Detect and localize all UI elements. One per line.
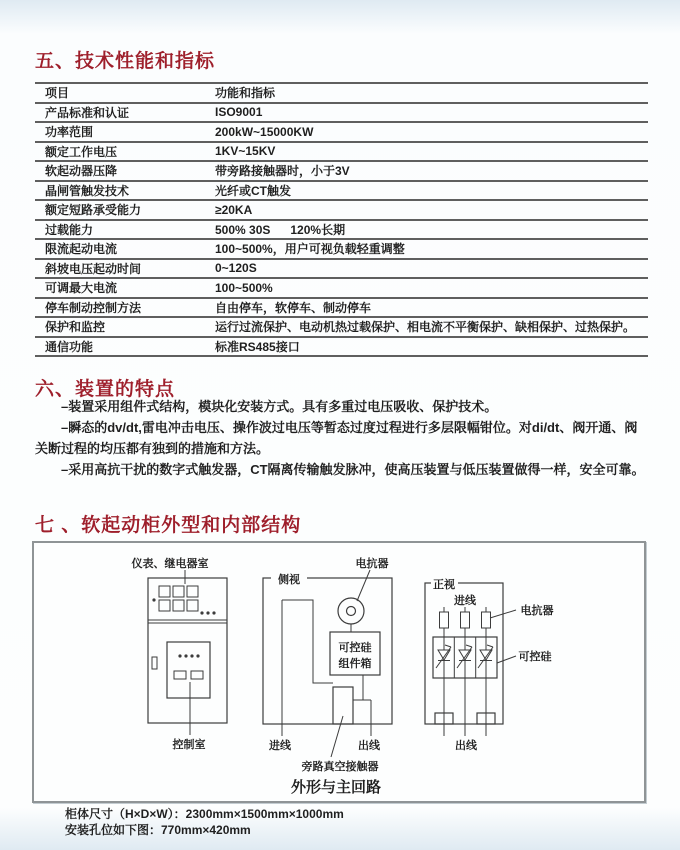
spec-row <box>35 279 648 299</box>
spec-label: 功率范围 <box>45 125 94 140</box>
spec-row <box>35 318 648 338</box>
front-view-drawing <box>425 577 554 752</box>
panel-button <box>174 671 186 679</box>
control-room-label: 控制室 <box>172 739 206 751</box>
indicator-dot <box>196 654 199 657</box>
cabinet-front-drawing <box>131 556 228 751</box>
phase-branch <box>436 607 451 736</box>
mounting-hole-note: 安装孔位如下图：770mm×420mm <box>65 823 251 837</box>
meter-window <box>187 586 198 597</box>
meter-window <box>173 600 184 611</box>
spec-row <box>35 123 648 143</box>
spec-row <box>35 143 648 163</box>
meter-window <box>173 586 184 597</box>
spec-label: 项目 <box>45 86 70 101</box>
diagram-caption: 外形与主回路 <box>290 779 382 796</box>
spec-label: 额定工作电压 <box>45 144 118 159</box>
spec-value: 1KV~15KV <box>215 144 276 159</box>
section-5-title: 五、技术性能和指标 <box>35 51 216 72</box>
phase-branch <box>457 607 472 736</box>
section-7-title: 七 、软起动柜外型和内部结构 <box>35 515 302 536</box>
spec-label: 软起动器压降 <box>45 164 118 179</box>
feature-paragraph: –装置采用组件式结构，模块化安装方式。具有多重过电压吸收、保护技术。 <box>61 399 498 414</box>
feature-paragraph: –瞬态的dv/dt,雷电冲击电压、操作波过电压等暂态过度过程进行多层限幅钳位。对di/dt、阀开通、阀关断过程的均压都有独到的措施和方法。 <box>35 420 638 456</box>
spec-row <box>35 240 648 260</box>
front-view-label: 正视 <box>433 579 455 591</box>
spec-header-row <box>35 84 648 104</box>
spec-value: 200kW~15000KW <box>215 124 314 139</box>
spec-value: 0~120S <box>215 261 257 276</box>
structure-diagram <box>34 543 644 801</box>
spec-value: 100~500% <box>215 280 273 295</box>
indicator-dot <box>200 611 203 614</box>
spec-value: 500% 30S 120%长期 <box>215 222 346 237</box>
inlet-side-label: 进线 <box>269 740 291 752</box>
spec-table <box>35 82 648 357</box>
meter-window <box>159 586 170 597</box>
spec-label: 斜坡电压起动时间 <box>45 261 142 276</box>
spec-label: 限流起动电流 <box>45 242 118 257</box>
spec-value: 光纤或CT触发 <box>215 183 291 198</box>
meter-window <box>159 600 170 611</box>
reactor-symbol <box>461 612 470 628</box>
reactor-symbol <box>440 612 449 628</box>
panel-button <box>191 671 203 679</box>
reactor-symbol <box>482 612 491 628</box>
side-view-drawing <box>263 556 392 773</box>
reactor-circle <box>338 598 364 624</box>
feature-list <box>35 396 649 480</box>
indicator-dot <box>152 598 155 601</box>
spec-row <box>35 260 648 280</box>
spec-value: 带旁路接触器时，小于3V <box>215 164 350 179</box>
scr-label: 可控硅 <box>518 651 552 663</box>
reactor-side-label: 电抗器 <box>355 558 389 570</box>
spec-row <box>35 221 648 241</box>
meter-window <box>187 600 198 611</box>
spec-value: 自由停车，软停车、制动停车 <box>215 300 372 315</box>
indicator-dot <box>190 654 193 657</box>
door-handle <box>152 657 157 669</box>
spec-value: 标准RS485接口 <box>215 339 300 354</box>
inlet-front-label: 进线 <box>454 595 476 607</box>
spec-value: ≥20KA <box>215 202 253 217</box>
spec-row <box>35 338 648 358</box>
indicator-dot <box>184 654 187 657</box>
bypass-contactor-label: 旁路真空接触器 <box>301 761 379 773</box>
diagram-box <box>32 541 646 803</box>
reactor-circle-core <box>347 607 356 616</box>
instrument-relay-room-label: 仪表、继电器室 <box>131 558 209 570</box>
spec-row <box>35 182 648 202</box>
spec-row <box>35 201 648 221</box>
phase-branch <box>478 607 493 736</box>
spec-label: 保护和监控 <box>45 320 106 335</box>
indicator-dot <box>212 611 215 614</box>
spec-value: 功能和指标 <box>215 86 276 101</box>
outlet-front-label: 出线 <box>455 740 477 752</box>
spec-row <box>35 162 648 182</box>
indicator-dot <box>206 611 209 614</box>
control-panel <box>167 642 210 698</box>
outlet-side-label: 出线 <box>358 740 380 752</box>
feature-paragraph: –采用高抗干扰的数字式触发器，CT隔离传输触发脉冲，使高压装置与低压装置做得一样，安全可靠。 <box>61 462 645 477</box>
section-6-title: 六、装置的特点 <box>35 379 176 400</box>
reactor-front-label: 电抗器 <box>520 605 554 617</box>
spec-label: 可调最大电流 <box>45 281 118 296</box>
side-view-label: 侧视 <box>278 574 300 586</box>
spec-label: 产品标准和认证 <box>45 105 130 120</box>
spec-label: 通信功能 <box>45 339 94 354</box>
spec-value: 100~500%，用户可视负载轻重调整 <box>215 242 405 257</box>
scr-module-label-line1: 可控硅 <box>338 642 372 654</box>
spec-label: 额定短路承受能力 <box>45 203 142 218</box>
spec-label: 晶闸管触发技术 <box>45 183 130 198</box>
spec-value: 运行过流保护、电动机热过载保护、相电流不平衡保护、缺相保护、过热保护。 <box>215 320 636 335</box>
spec-value: ISO9001 <box>215 105 263 120</box>
spec-row <box>35 104 648 124</box>
dimension-notes <box>65 806 344 838</box>
spec-row <box>35 299 648 319</box>
indicator-dot <box>178 654 181 657</box>
bypass-contactor-box <box>333 687 353 724</box>
spec-label: 过载能力 <box>45 222 94 237</box>
scr-module-label-line2: 组件箱 <box>338 658 372 670</box>
cabinet-size-note: 柜体尺寸（H×D×W）：2300mm×1500mm×1000mm <box>65 807 344 821</box>
spec-label: 停车制动控制方法 <box>45 300 142 315</box>
